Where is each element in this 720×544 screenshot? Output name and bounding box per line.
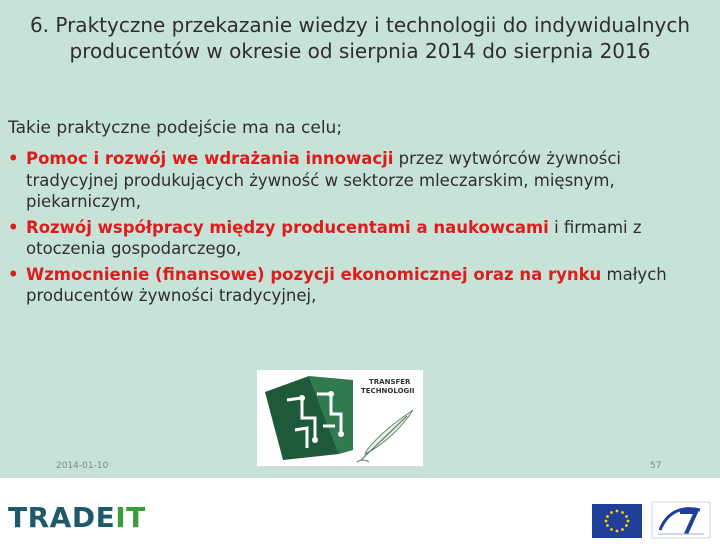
intro-text: Takie praktyczne podejście ma na celu; [8, 118, 343, 138]
footer-bar [0, 478, 720, 540]
slide-date: 2014-01-10 [56, 461, 109, 471]
page-number: 57 [650, 461, 662, 471]
bullet-dot-icon: • [8, 264, 19, 284]
fp7-logo-icon [650, 500, 712, 540]
tradeit-logo-text-part2: IT [115, 501, 146, 534]
logo-text-line2: TECHNOLOGII [361, 387, 415, 395]
bullet-item [8, 217, 712, 260]
tradeit-logo [8, 500, 146, 536]
bullet-list [8, 148, 712, 311]
logo-text-line1: TRANSFER [369, 378, 411, 386]
bullet-dot-icon: • [8, 149, 19, 168]
bullet-dot-icon: • [8, 217, 19, 237]
bullet-highlight: Pomoc i rozwój we wdrażania innowacji [26, 149, 394, 168]
bullet-text: małych producentów żywności tradycyjnej, [26, 264, 667, 305]
bullet-text: przez wytwórców żywności tradycyjnej produkujących żywność w sektorze mleczarskim, mięsnym, piekarniczym, [26, 149, 622, 211]
bullet-highlight: Wzmocnienie (finansowe) pozycji ekonomicznej oraz na rynku [26, 264, 602, 284]
bullet-item [8, 264, 712, 307]
bullet-text: i firmami z otoczenia gospodarczego, [26, 217, 642, 258]
bullet-item [8, 148, 712, 213]
transfer-technologii-logo [257, 370, 423, 466]
slide-title: 6. Praktyczne przekazanie wiedzy i technologii do indywidualnych producentów w okresie od sierpnia 2014 do sierpnia 2016 [29, 13, 691, 63]
eu-flag-icon [592, 504, 642, 538]
transfer-technologii-logo-icon [257, 370, 423, 466]
bullet-highlight: Rozwój współpracy między producentami a naukowcami [26, 217, 549, 237]
tradeit-logo-text-part1: TRADE [8, 501, 116, 534]
